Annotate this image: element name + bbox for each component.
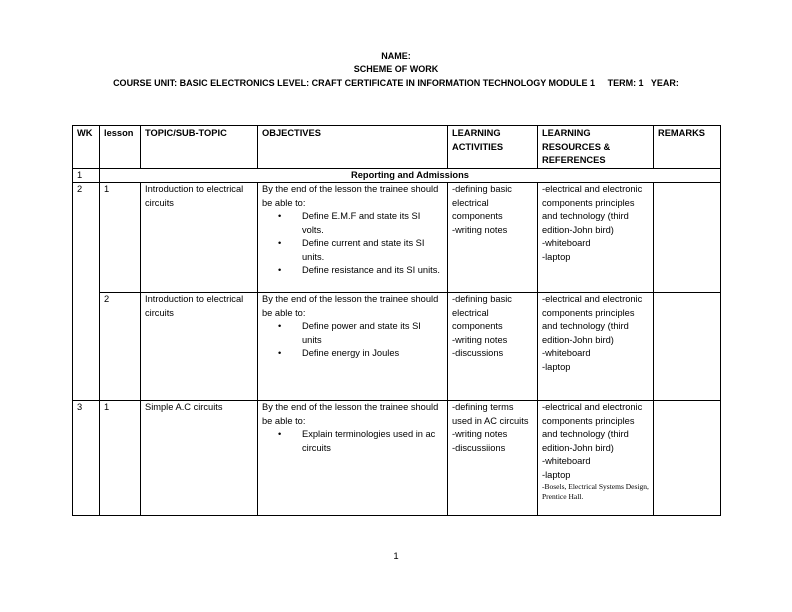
activity-item: -discussiions — [452, 442, 506, 453]
activity-item: -writing notes — [452, 334, 508, 345]
topic-cell: Simple A.C circuits — [141, 401, 258, 516]
col-objectives: OBJECTIVES — [258, 126, 448, 169]
resource-item: -laptop — [542, 469, 571, 480]
objective-item: • Explain terminologies used in ac circuits — [298, 428, 443, 455]
activity-item: -writing notes — [452, 429, 508, 439]
table-row — [73, 293, 721, 401]
resource-item: -electrical and electronic components principles and technology (third edition-John bird) — [542, 402, 643, 453]
activities-cell — [448, 293, 538, 401]
course-info: COURSE UNIT: BASIC ELECTRONICS LEVEL: CRAFT CERTIFICATE IN INFORMATION TECHNOLOGY MODULE 1 TERM: 1 YEAR: — [113, 78, 679, 88]
name-field: NAME: — [381, 51, 411, 61]
remarks-cell — [654, 401, 721, 516]
objectives-cell — [258, 183, 448, 293]
lesson-cell: 1 — [100, 401, 141, 516]
activity-item: -discussions — [452, 348, 504, 358]
objectives-cell — [258, 293, 448, 401]
table-row — [73, 168, 721, 183]
lesson-cell: 2 — [100, 293, 141, 401]
table-row — [73, 183, 721, 293]
resource-reference: -Bosels, Electrical Systems Design, Prentice Hall. — [542, 482, 649, 501]
wk-cell: 1 — [73, 168, 100, 183]
objective-item: • Define energy in Joules — [298, 347, 443, 361]
activities-cell — [448, 183, 538, 293]
objective-item: • Define E.M.F and state its SI volts. — [298, 210, 443, 237]
resource-item: -whiteboard — [542, 456, 591, 466]
col-activities: LEARNING ACTIVITIES — [448, 126, 538, 169]
resources-cell — [538, 293, 654, 401]
table-row — [73, 401, 721, 516]
reporting-cell: Reporting and Admissions — [100, 168, 721, 183]
resource-item: -laptop — [542, 251, 571, 262]
objective-item: • Define current and state its SI units. — [298, 237, 443, 264]
resource-item: -laptop — [542, 361, 571, 372]
resource-item: -whiteboard — [542, 348, 591, 358]
col-remarks: REMARKS — [654, 126, 721, 169]
activity-item: -defining basic electrical components — [452, 184, 512, 221]
objectives-intro: By the end of the lesson the trainee should be able to: — [262, 294, 439, 318]
activity-item: -defining terms used in AC circuits — [452, 402, 529, 426]
objective-item: • Define resistance and its SI units. — [298, 264, 443, 278]
page-number: 1 — [393, 551, 399, 562]
resource-item: -electrical and electronic components principles and technology (third edition-John bird) — [542, 294, 643, 345]
lesson-cell: 1 — [100, 183, 141, 293]
wk-cell: 2 — [73, 183, 100, 401]
col-topic: TOPIC/SUB-TOPIC — [141, 126, 258, 169]
document-title: SCHEME OF WORK — [353, 64, 439, 74]
col-resources: LEARNING RESOURCES & REFERENCES — [538, 126, 654, 169]
activity-item: -defining basic electrical components — [452, 294, 512, 331]
col-wk: WK — [73, 126, 100, 169]
col-lesson: lesson — [100, 126, 141, 169]
topic-cell: Introduction to electrical circuits — [141, 293, 258, 401]
remarks-cell — [654, 293, 721, 401]
resources-cell — [538, 401, 654, 516]
objectives-cell — [258, 401, 448, 516]
remarks-cell — [654, 183, 721, 293]
objectives-intro: By the end of the lesson the trainee should be able to: — [262, 402, 439, 426]
resource-item: -electrical and electronic components principles and technology (third edition-John bird) — [542, 184, 643, 235]
topic-cell: Introduction to electrical circuits — [141, 183, 258, 293]
scheme-of-work-table — [72, 125, 721, 516]
table-header-row — [73, 126, 721, 169]
activity-item: -writing notes — [452, 224, 508, 235]
wk-cell: 3 — [73, 401, 100, 516]
activities-cell — [448, 401, 538, 516]
objectives-intro: By the end of the lesson the trainee should be able to: — [262, 184, 439, 208]
resource-item: -whiteboard — [542, 238, 591, 248]
resources-cell — [538, 183, 654, 293]
objective-item: • Define power and state its SI units — [298, 320, 443, 347]
